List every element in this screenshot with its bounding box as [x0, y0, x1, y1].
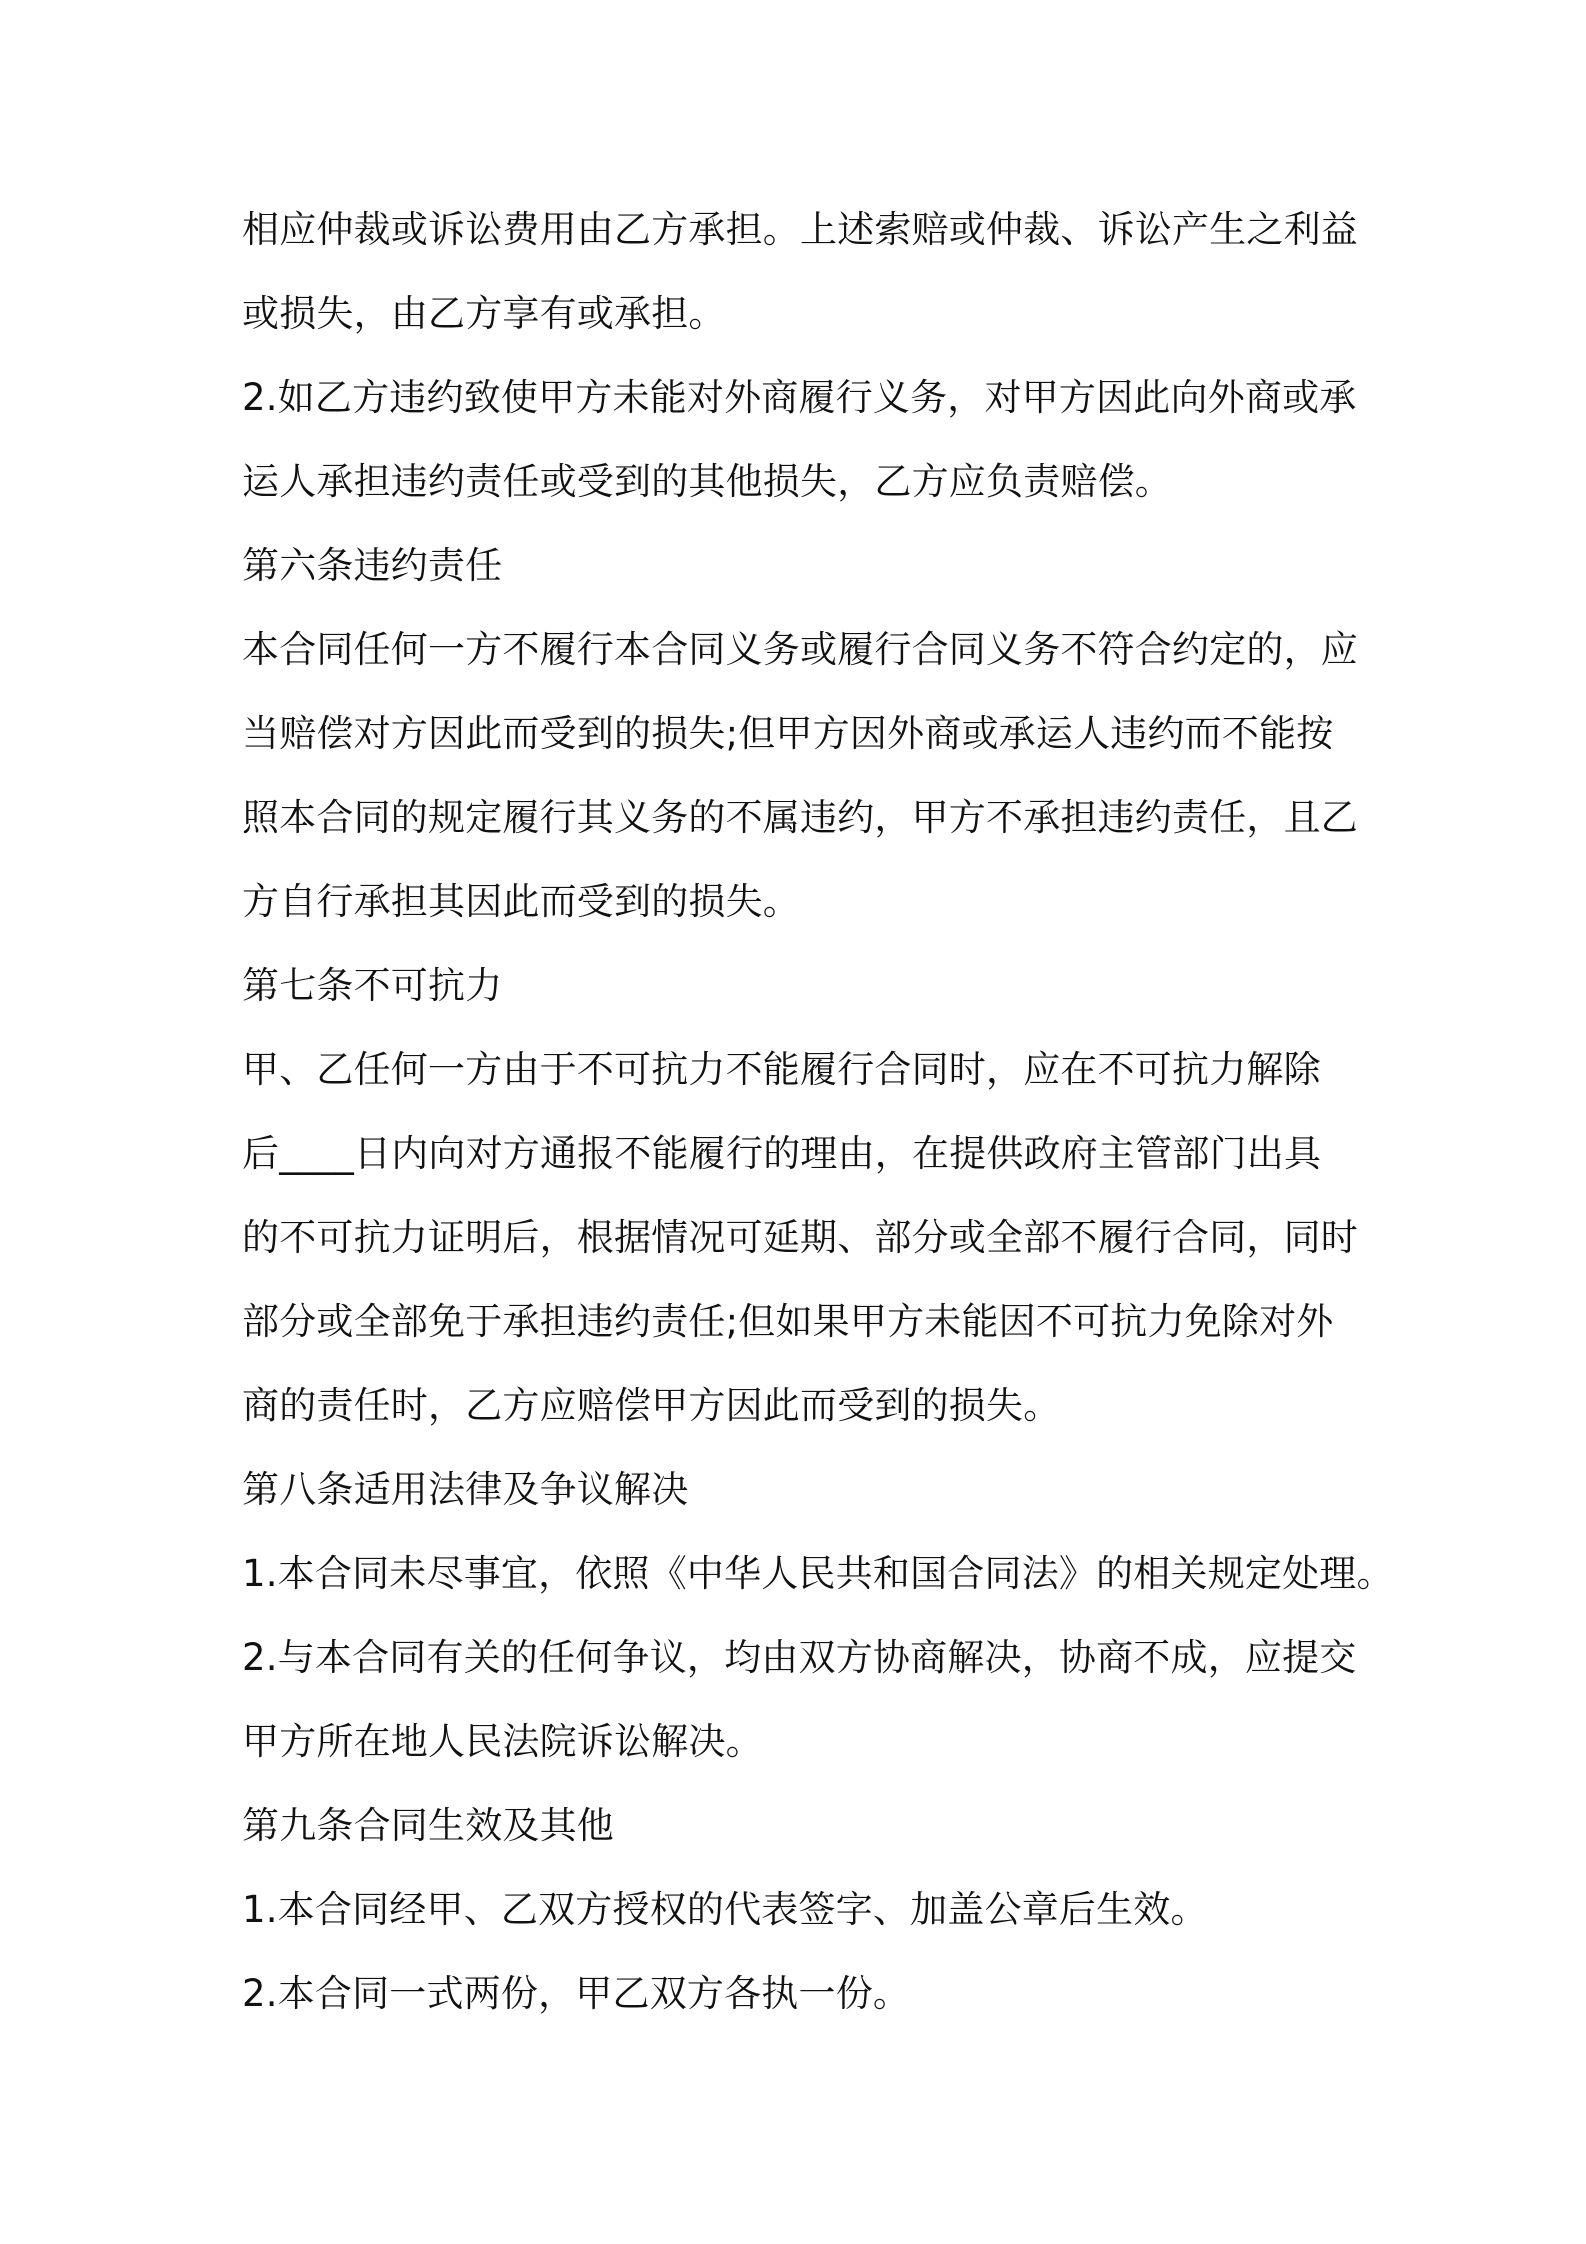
- section-heading-article-7: 第七条不可抗力: [242, 964, 503, 1007]
- text-line: 1.本合同未尽事宜，依照《中华人民共和国合同法》的相关规定处理。: [242, 1552, 1394, 1595]
- text-line: 商的责任时，乙方应赔偿甲方因此而受到的损失。: [242, 1384, 1061, 1427]
- text-line: 后____日内向对方通报不能履行的理由，在提供政府主管部门出具: [242, 1132, 1322, 1175]
- contract-body-text: [242, 196, 1394, 2044]
- text-line: 的不可抗力证明后，根据情况可延期、部分或全部不履行合同，同时: [242, 1216, 1358, 1259]
- text-line: 照本合同的规定履行其义务的不属违约，甲方不承担违约责任，且乙: [242, 796, 1358, 839]
- text-line: 运人承担违约责任或受到的其他损失，乙方应负责赔偿。: [242, 460, 1172, 503]
- text-line: 当赔偿对方因此而受到的损失;但甲方因外商或承运人违约而不能按: [242, 712, 1334, 755]
- text-line: 1.本合同经甲、乙双方授权的代表签字、加盖公章后生效。: [242, 1888, 1208, 1931]
- text-line: 本合同任何一方不履行本合同义务或履行合同义务不符合约定的，应: [242, 628, 1358, 671]
- text-line: 甲、乙任何一方由于不可抗力不能履行合同时，应在不可抗力解除: [242, 1048, 1321, 1091]
- section-heading-article-6: 第六条违约责任: [242, 544, 503, 587]
- text-line: 部分或全部免于承担违约责任;但如果甲方未能因不可抗力免除对外: [242, 1300, 1334, 1343]
- text-line: 或损失，由乙方享有或承担。: [242, 292, 726, 335]
- text-line: 2.与本合同有关的任何争议，均由双方协商解决，协商不成，应提交: [242, 1636, 1357, 1679]
- text-line: 2.本合同一式两份，甲乙双方各执一份。: [242, 1972, 911, 2015]
- text-line: 方自行承担其因此而受到的损失。: [242, 880, 800, 923]
- text-line: 甲方所在地人民法院诉讼解决。: [242, 1720, 763, 1763]
- section-heading-article-8: 第八条适用法律及争议解决: [242, 1468, 689, 1511]
- text-line: 2.如乙方违约致使甲方未能对外商履行义务，对甲方因此向外商或承: [242, 376, 1357, 419]
- section-heading-article-9: 第九条合同生效及其他: [242, 1804, 614, 1847]
- text-line: 相应仲裁或诉讼费用由乙方承担。上述索赔或仲裁、诉讼产生之利益: [242, 208, 1358, 251]
